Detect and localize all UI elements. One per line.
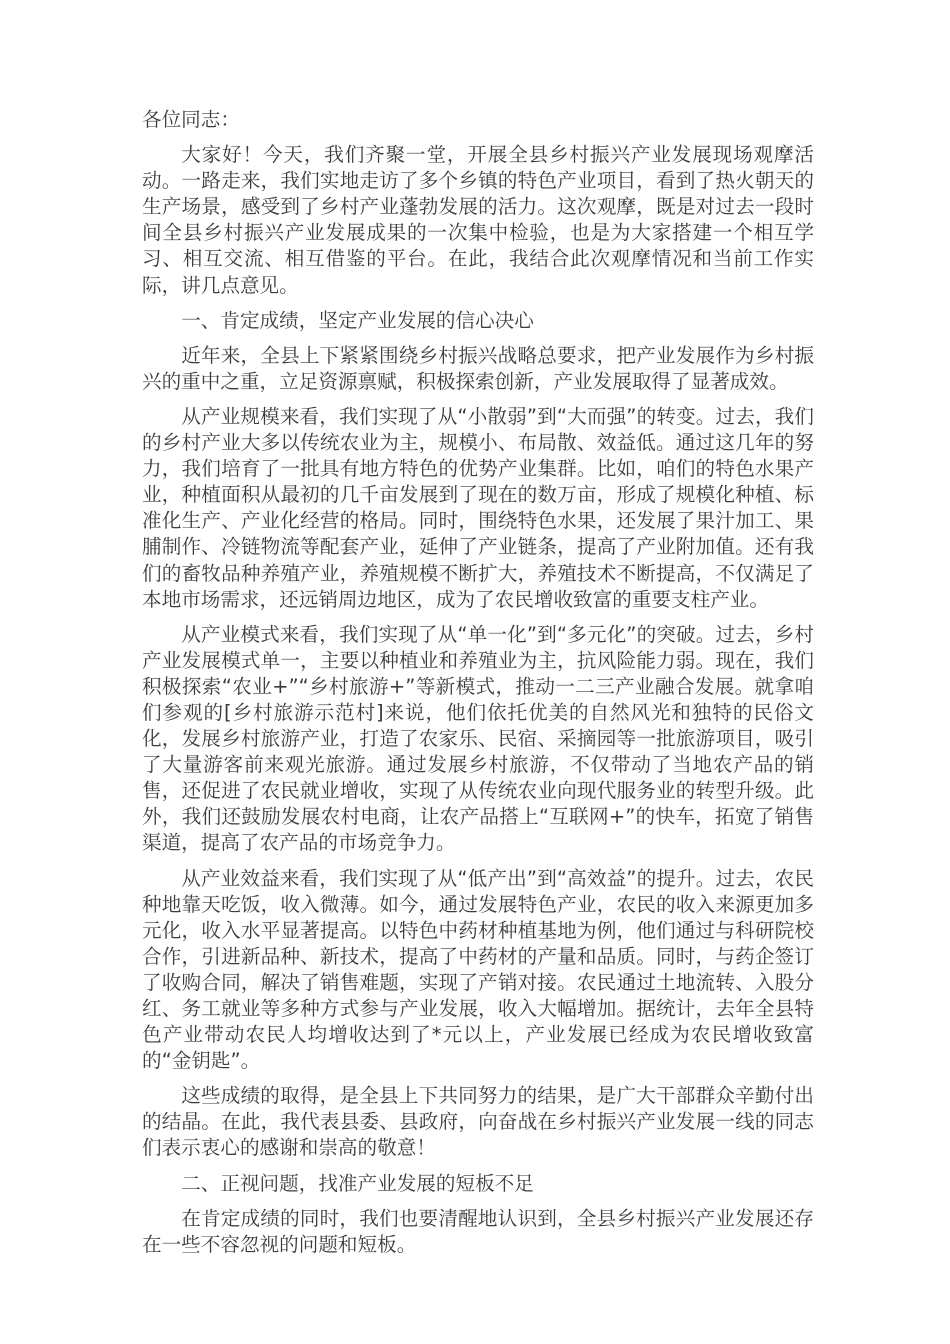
document-body xyxy=(142,107,814,1258)
paragraph-industry-scale: 从产业规模来看，我们实现了从“小散弱”到“大而强”的转变。过去，我们的乡村产业大多以传统农业为主，规模小、布局散、效益低。通过这几年的努力，我们培育了一批具有地方特色的优势产业集群。比如，咱们的特色水果产业，种植面积从最初的几千亩发展到了现在的数万亩，形成了规模化种植、标准化生产、产业化经营的格局。同时，围绕特色水果，还发展了果汁加工、果脯制作、冷链物流等配套产业，延伸了产业链条，提高了产业附加值。还有我们的畜牧品种养殖产业，养殖规模不断扩大，养殖技术不断提高，不仅满足了本地市场需求，还远销周边地区，成为了农民增收致富的重要支柱产业。 xyxy=(142,404,814,611)
paragraph-industry-benefit: 从产业效益来看，我们实现了从“低产出”到“高效益”的提升。过去，农民种地靠天吃饭，收入微薄。如今，通过发展特色产业，农民的收入来源更加多元化，收入水平显著提高。以特色中药材种植基地为例，他们通过与科研院校合作，引进新品种、新技术，提高了中药材的产量和品质。同时，与药企签订了收购合同，解决了销售难题，实现了产销对接。农民通过土地流转、入股分红、务工就业等多种方式参与产业发展，收入大幅增加。据统计，去年全县特色产业带动农民人均增收达到了*元以上，产业发展已经成为农民增收致富的“金钥匙”。 xyxy=(142,866,814,1073)
paragraph-industry-model: 从产业模式来看，我们实现了从“单一化”到“多元化”的突破。过去，乡村产业发展模式单一，主要以种植业和养殖业为主，抗风险能力弱。现在，我们积极探索“农业+”“乡村旅游+”等新模式，推动一二三产业融合发展。就拿咱们参观的[乡村旅游示范村]来说，他们依托优美的自然风光和独特的民俗文化，发展乡村旅游产业，打造了农家乐、民宿、采摘园等一批旅游项目，吸引了大量游客前来观光旅游。通过发展乡村旅游，不仅带动了当地农产品的销售，还促进了农民就业增收，实现了从传统农业向现代服务业的转型升级。此外，我们还鼓励发展农村电商，让农产品搭上“互联网+”的快车，拓宽了销售渠道，提高了农产品的市场竞争力。 xyxy=(142,622,814,855)
paragraph-problems: 在肯定成绩的同时，我们也要清醒地认识到，全县乡村振兴产业发展还存在一些不容忽视的问题和短板。 xyxy=(142,1206,814,1256)
paragraph-acknowledgement: 这些成绩的取得，是全县上下共同努力的结果，是广大干部群众辛勤付出的结晶。在此，我代表县委、县政府，向奋战在乡村振兴产业发展一线的同志们表示衷心的感谢和崇高的敬意！ xyxy=(142,1084,814,1160)
salutation-line: 各位同志： xyxy=(142,108,240,131)
heading-section-two: 二、正视问题，找准产业发展的短板不足 xyxy=(181,1171,534,1195)
heading-section-one: 一、肯定成绩，坚定产业发展的信心决心 xyxy=(181,308,534,332)
paragraph-recent-years: 近年来，全县上下紧紧围绕乡村振兴战略总要求，把产业发展作为乡村振兴的重中之重，立足资源禀赋，积极探索创新，产业发展取得了显著成效。 xyxy=(142,343,814,393)
paragraph-opening: 大家好！今天，我们齐聚一堂，开展全县乡村振兴产业发展现场观摩活动。一路走来，我们实地走访了多个乡镇的特色产业项目，看到了热火朝天的生产场景，感受到了乡村产业蓬勃发展的活力。这次观摩，既是对过去一段时间全县乡村振兴产业发展成果的一次集中检验，也是为大家搭建一个相互学习、相互交流、相互借鉴的平台。在此，我结合此次观摩情况和当前工作实际，讲几点意见。 xyxy=(142,143,814,297)
